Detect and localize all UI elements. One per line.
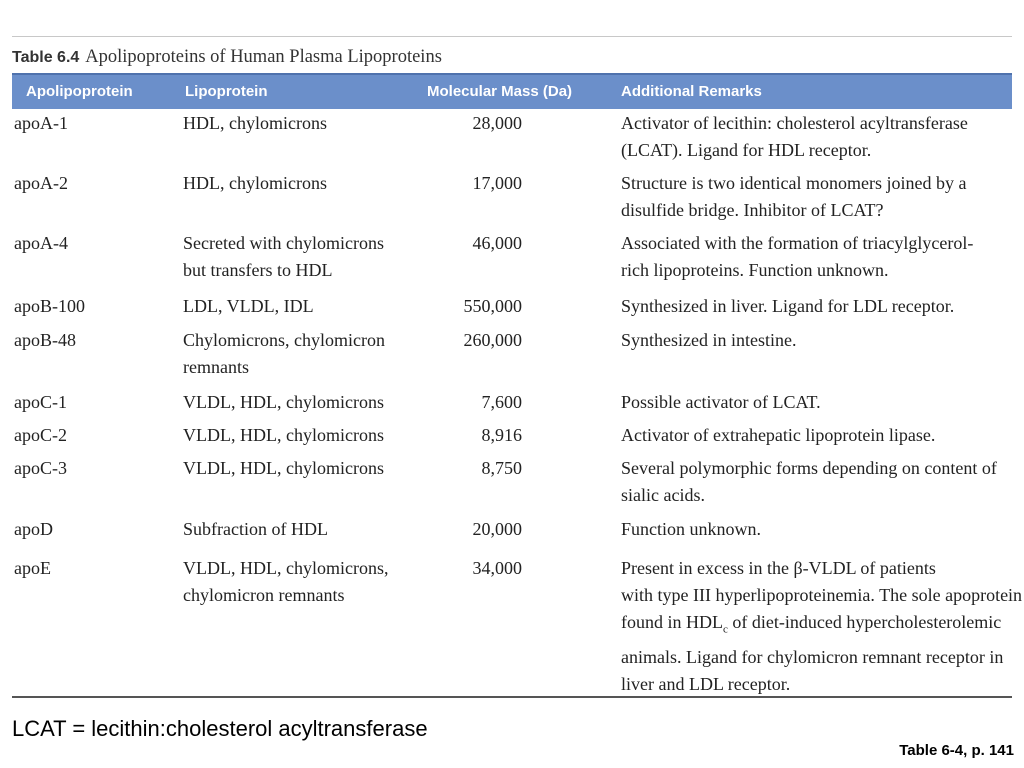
apolipoprotein-cell: apoD [14, 519, 53, 539]
cell-line: HDL, chylomicrons [183, 173, 327, 193]
remarks-cell [621, 389, 821, 416]
cell-line: remnants [183, 357, 249, 377]
cell-line: Activator of lecithin: cholesterol acyltransferase [621, 113, 968, 133]
cell-line: Associated with the formation of triacylglycerol- [621, 233, 974, 253]
apolipoprotein-cell: apoE [14, 558, 51, 578]
cell-line: found in $HDL_c$ of diet-induced hypercholesterolemic [621, 612, 1002, 636]
remarks-cell [621, 455, 997, 509]
remarks-cell [621, 516, 761, 543]
cell-line: Possible activator of LCAT. [621, 392, 821, 412]
table-title: Apolipoproteins of Human Plasma Lipoproteins [85, 47, 442, 67]
remarks-cell [621, 293, 954, 320]
cell-line: Function unknown. [621, 519, 762, 539]
cell-line: VLDL, HDL, chylomicrons [183, 425, 384, 445]
apolipoprotein-cell: apoB-100 [14, 296, 85, 316]
apolipoprotein-cell: apoA-4 [14, 233, 68, 253]
top-rule [12, 36, 1012, 37]
cell-line: VLDL, HDL, chylomicrons [183, 392, 384, 412]
apolipoprotein-cell: apoB-48 [14, 330, 76, 350]
lipoprotein-cell [183, 170, 327, 197]
molecular-mass-cell: 8,750 [481, 458, 522, 478]
cell-line: Present in excess in the β-VLDL of patients [621, 558, 936, 578]
molecular-mass-cell: 46,000 [472, 233, 522, 253]
cell-line: Secreted with chylomicrons [183, 233, 384, 253]
remarks-cell [621, 555, 1022, 698]
table-header [12, 73, 1012, 109]
cell-line: disulfide bridge. Inhibitor of LCAT? [621, 200, 884, 220]
remarks-cell [621, 230, 973, 284]
cell-line: sialic acids. [621, 485, 705, 505]
remarks-cell [621, 327, 796, 354]
apolipoprotein-cell: apoC-1 [14, 392, 67, 412]
cell-line: Several polymorphic forms depending on content of [621, 458, 997, 478]
header-lipoprotein: Lipoprotein [185, 83, 268, 100]
cell-line: chylomicron remnants [183, 585, 345, 605]
cell-line: VLDL, HDL, chylomicrons [183, 458, 384, 478]
source-reference: Table 6-4, p. 141 [899, 742, 1014, 759]
cell-line: Chylomicrons, chylomicron [183, 330, 385, 350]
header-additional-remarks: Additional Remarks [621, 83, 762, 100]
cell-line: HDL, chylomicrons [183, 113, 327, 133]
cell-line: animals. Ligand for chylomicron remnant receptor in [621, 646, 1004, 667]
cell-line: Synthesized in intestine. [621, 330, 797, 350]
cell-line: rich lipoproteins. Function unknown. [621, 260, 889, 280]
cell-line: Activator of extrahepatic lipoprotein lipase. [621, 425, 936, 445]
cell-line: (LCAT). Ligand for HDL receptor. [621, 140, 872, 160]
apolipoprotein-cell: apoC-3 [14, 458, 67, 478]
remarks-cell [621, 170, 966, 224]
molecular-mass-cell: 28,000 [472, 113, 522, 133]
molecular-mass-cell: 8,916 [481, 425, 522, 445]
apolipoprotein-cell: apoA-2 [14, 173, 68, 193]
lipoprotein-cell [183, 293, 314, 320]
cell-line: Structure is two identical monomers joined by a [621, 173, 967, 193]
cell-line: Synthesized in liver. Ligand for LDL receptor. [621, 296, 955, 316]
table-caption [12, 47, 442, 68]
bottom-rule [12, 696, 1012, 698]
cell-line: liver and LDL receptor. [621, 673, 791, 694]
molecular-mass-cell: 550,000 [463, 296, 522, 316]
lipoprotein-cell [183, 110, 327, 137]
apolipoprotein-cell: apoC-2 [14, 425, 67, 445]
molecular-mass-cell: 7,600 [481, 392, 522, 412]
table-number: Table 6.4 [12, 49, 80, 66]
cell-line: VLDL, HDL, chylomicrons, [183, 558, 389, 578]
cell-line: with type III hyperlipoproteinemia. The sole apoprotein [621, 585, 1023, 605]
header-apolipoprotein: Apolipoprotein [26, 83, 133, 100]
remarks-cell [621, 422, 935, 449]
molecular-mass-cell: 34,000 [472, 558, 522, 578]
molecular-mass-cell: 260,000 [463, 330, 522, 350]
apolipoprotein-cell: apoA-1 [14, 113, 68, 133]
lipoprotein-cell [183, 516, 328, 543]
cell-line: but transfers to HDL [183, 260, 333, 280]
cell-line: LDL, VLDL, IDL [183, 296, 314, 316]
cell-line: Subfraction of HDL [183, 519, 328, 539]
remarks-cell [621, 110, 968, 164]
header-molecular-mass: Molecular Mass (Da) [427, 83, 573, 100]
molecular-mass-cell: 17,000 [472, 173, 522, 193]
molecular-mass-cell: 20,000 [472, 519, 522, 539]
footnote: LCAT = lecithin:cholesterol acyltransferase [12, 716, 428, 741]
